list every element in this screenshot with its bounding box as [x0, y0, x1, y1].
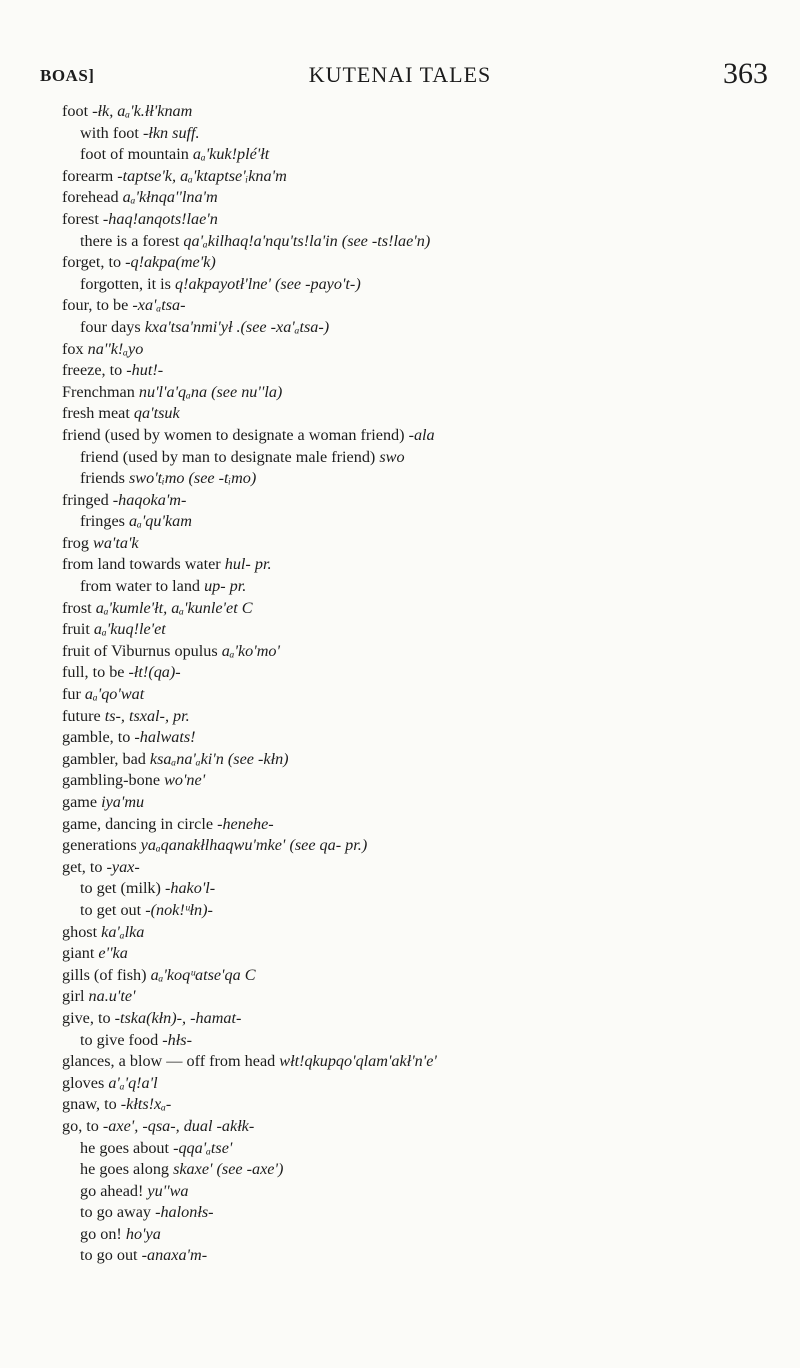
entry-gloss: forearm: [62, 166, 114, 185]
glossary-entry: [62, 1030, 782, 1052]
entry-kutenai: ts-, tsxal-, pr.: [104, 706, 190, 725]
glossary-entry: [62, 943, 782, 965]
entry-gloss: to give food: [80, 1030, 159, 1049]
entry-kutenai: wo'ne': [164, 771, 206, 790]
entry-gloss: fruit of Viburnus opulus: [62, 641, 218, 660]
entry-gloss: foot of mountain: [80, 145, 189, 164]
entry-kutenai: -(nok!ᵘłn)-: [145, 900, 213, 919]
entry-kutenai: włt!qkupqo'qlam'akł'n'e': [279, 1052, 437, 1071]
entry-gloss: gamble, to: [62, 728, 131, 747]
glossary-entry: [62, 922, 782, 944]
entry-kutenai: aₐ'qu'kam: [129, 512, 192, 531]
glossary-entry: [62, 468, 782, 490]
entry-gloss: fur: [62, 685, 81, 704]
glossary-entry: [62, 511, 782, 533]
entry-kutenai: aₐ'kłnqa''lna'm: [122, 188, 218, 207]
entry-gloss: gloves: [62, 1073, 105, 1092]
entry-kutenai: qa'ₐkilhaq!a'nqu'ts!la'in (see -ts!lae'n): [183, 231, 431, 250]
entry-kutenai: yaₐqanakłlhaqwu'mke' (see qa- pr.): [140, 836, 368, 855]
entry-gloss: glances, a blow — off from head: [62, 1052, 276, 1071]
entry-gloss: give, to: [62, 1008, 111, 1027]
entry-gloss: game: [62, 793, 98, 811]
entry-gloss: forest: [62, 209, 99, 228]
glossary-entry: [62, 576, 782, 598]
glossary-entry: [62, 770, 782, 792]
entry-kutenai: -tska(kłn)-, -hamat-: [114, 1008, 242, 1027]
glossary-entry: [62, 1008, 782, 1030]
glossary-entry: [62, 123, 782, 145]
entry-gloss: forget, to: [62, 253, 122, 272]
entry-gloss: generations: [62, 836, 137, 855]
entry-kutenai: -haqoka'm-: [112, 490, 187, 509]
glossary-entry: [62, 878, 782, 900]
entry-gloss: fringed: [62, 490, 109, 509]
entry-kutenai: -łkn suff.: [142, 123, 200, 142]
entry-gloss: gills (of fish): [62, 965, 147, 984]
glossary-entry: [62, 187, 782, 209]
glossary-entry: [62, 727, 782, 749]
entry-gloss: go ahead!: [80, 1181, 144, 1200]
page-header: [0, 0, 800, 110]
entry-kutenai: -ala: [408, 425, 435, 444]
entry-gloss: from water to land: [80, 577, 201, 596]
entry-kutenai: swo'tᵢmo (see -tᵢmo): [129, 469, 257, 488]
entry-gloss: game, dancing in circle: [62, 814, 214, 833]
glossary-entry: [62, 360, 782, 382]
entry-gloss: to get (milk): [80, 879, 161, 898]
entry-gloss: forehead: [62, 188, 119, 207]
running-head-title: KUTENAI TALES: [308, 62, 492, 87]
entry-gloss: go, to: [62, 1116, 99, 1135]
glossary-entry: [62, 1116, 782, 1138]
entry-kutenai: na.u'te': [88, 987, 136, 1006]
glossary-entry: [62, 1224, 782, 1246]
glossary-entry: [62, 965, 782, 987]
entry-kutenai: aₐ'ko'mo': [221, 641, 280, 660]
entry-kutenai: nu'l'a'qₐna (see nu''la): [138, 382, 283, 401]
entry-gloss: foot: [62, 102, 89, 120]
glossary-entry: [62, 382, 782, 404]
entry-kutenai: -hłs-: [162, 1030, 192, 1049]
entry-kutenai: -anaxa'm-: [141, 1246, 208, 1265]
glossary-entry: [62, 986, 782, 1008]
entry-gloss: giant: [62, 944, 95, 963]
entry-kutenai: up- pr.: [204, 577, 247, 596]
entry-kutenai: -halwats!: [134, 728, 196, 747]
glossary-entry: [62, 274, 782, 296]
entry-kutenai: -halonłs-: [155, 1203, 214, 1222]
entry-gloss: fox: [62, 339, 84, 358]
glossary-entry: [62, 144, 782, 166]
entry-kutenai: -q!akpa(me'k): [125, 253, 216, 272]
entry-gloss: gambling-bone: [62, 771, 161, 790]
entry-kutenai: -taptse'k, aₐ'ktaptse'ᵢkna'm: [117, 166, 287, 185]
entry-gloss: freeze, to: [62, 361, 123, 380]
entry-kutenai: -qqa'ₐtse': [173, 1138, 233, 1157]
entry-gloss: four days: [80, 317, 141, 336]
glossary-entry: [62, 209, 782, 231]
entry-kutenai: hul- pr.: [224, 555, 272, 574]
glossary-entries: [62, 101, 782, 1267]
glossary-entry: [62, 166, 782, 188]
glossary-entry: [62, 1202, 782, 1224]
glossary-entry: [62, 706, 782, 728]
entry-kutenai: -axe', -qsa-, dual -akłk-: [102, 1116, 255, 1135]
glossary-entry: [62, 619, 782, 641]
glossary-entry: [62, 662, 782, 684]
glossary-entry: [62, 447, 782, 469]
glossary-entry: [62, 749, 782, 771]
entry-kutenai: -hut!-: [126, 361, 164, 380]
entry-gloss: go on!: [80, 1224, 122, 1243]
entry-kutenai: aₐ'kuq!le'et: [93, 620, 166, 639]
entry-kutenai: e''ka: [98, 944, 128, 963]
entry-kutenai: wa'ta'k: [93, 533, 139, 552]
glossary-entry: [62, 1051, 782, 1073]
entry-kutenai: -łk, aₐ'k.łł'knam: [92, 102, 193, 120]
entry-kutenai: aₐ'kumle'łt, aₐ'kunle'et C: [95, 598, 253, 617]
entry-gloss: friend (used by man to designate male friend): [80, 447, 376, 466]
entry-gloss: fresh meat: [62, 404, 130, 423]
entry-gloss: Frenchman: [62, 382, 135, 401]
entry-gloss: frog: [62, 533, 89, 552]
glossary-entry: [62, 900, 782, 922]
entry-kutenai: -haq!anqots!lae'n: [102, 209, 218, 228]
entry-gloss: to go away: [80, 1203, 152, 1222]
entry-kutenai: qa'tsuk: [133, 404, 180, 423]
entry-kutenai: na''k!ₐyo: [87, 339, 144, 358]
glossary-entry: [62, 425, 782, 447]
entry-kutenai: aₐ'koqᵘatse'qa C: [150, 965, 256, 984]
entry-gloss: from land towards water: [62, 555, 221, 574]
entry-gloss: friends: [80, 469, 125, 488]
entry-gloss: ghost: [62, 922, 98, 941]
entry-gloss: full, to be: [62, 663, 125, 682]
entry-kutenai: q!akpayotł'lne' (see -payo't-): [175, 274, 361, 293]
glossary-entry: [62, 598, 782, 620]
glossary-entry: [62, 1094, 782, 1116]
entry-kutenai: yu''wa: [147, 1181, 189, 1200]
entry-gloss: to go out: [80, 1246, 138, 1265]
entry-kutenai: -kłts!xₐ-: [120, 1095, 172, 1114]
entry-kutenai: ka'ₐlka: [101, 922, 145, 941]
entry-kutenai: swo: [379, 447, 405, 466]
glossary-entry: [62, 101, 782, 123]
entry-gloss: forgotten, it is: [80, 274, 171, 293]
entry-gloss: girl: [62, 987, 85, 1006]
entry-kutenai: -łt!(qa)-: [128, 663, 181, 682]
entry-gloss: gnaw, to: [62, 1095, 117, 1114]
entry-kutenai: a'ₐ'q!a'l: [108, 1073, 158, 1092]
glossary-entry: [62, 231, 782, 253]
entry-kutenai: -xa'ₐtsa-: [132, 296, 186, 315]
entry-kutenai: skaxe' (see -axe'): [173, 1160, 284, 1179]
running-head-author: BOAS]: [40, 66, 95, 85]
entry-gloss: he goes about: [80, 1138, 170, 1157]
entry-kutenai: ksaₐna'ₐki'n (see -kłn): [149, 749, 289, 768]
glossary-entry: [62, 533, 782, 555]
entry-kutenai: aₐ'qo'wat: [84, 685, 145, 704]
entry-gloss: with foot: [80, 123, 139, 142]
glossary-entry: [62, 1073, 782, 1095]
glossary-entry: [62, 684, 782, 706]
glossary-entry: [62, 1159, 782, 1181]
entry-gloss: gambler, bad: [62, 749, 146, 768]
glossary-entry: [62, 339, 782, 361]
entry-kutenai: iya'mu: [101, 793, 145, 811]
glossary-entry: [62, 295, 782, 317]
entry-gloss: fruit: [62, 620, 90, 639]
entry-gloss: get, to: [62, 857, 103, 876]
glossary-entry: [62, 403, 782, 425]
entry-kutenai: aₐ'kuk!plé'łt: [192, 145, 270, 164]
entry-gloss: friend (used by women to designate a woman friend): [62, 425, 405, 444]
glossary-entry: [62, 1245, 782, 1267]
glossary-entry: [62, 1181, 782, 1203]
glossary-entry: [62, 252, 782, 274]
entry-gloss: to get out: [80, 900, 142, 919]
glossary-entry: [62, 835, 782, 857]
glossary-entry: [62, 1138, 782, 1160]
glossary-entry: [62, 317, 782, 339]
entry-gloss: he goes along: [80, 1160, 170, 1179]
glossary-entry: [62, 814, 782, 836]
glossary-entry: [62, 641, 782, 663]
glossary-entry: [62, 857, 782, 879]
entry-gloss: four, to be: [62, 296, 129, 315]
entry-kutenai: -henehe-: [217, 814, 274, 833]
glossary-entry: [62, 554, 782, 576]
entry-kutenai: kxa'tsa'nmi'ył .(see -xa'ₐtsa-): [144, 317, 330, 336]
page-number: 363: [723, 57, 768, 90]
entry-gloss: there is a forest: [80, 231, 180, 250]
entry-gloss: fringes: [80, 512, 125, 531]
entry-gloss: future: [62, 706, 101, 725]
glossary-entry: [62, 792, 782, 814]
glossary-entry: [62, 490, 782, 512]
entry-kutenai: -hako'l-: [164, 879, 216, 898]
entry-kutenai: -yax-: [106, 857, 140, 876]
entry-kutenai: ho'ya: [125, 1224, 161, 1243]
entry-gloss: frost: [62, 598, 92, 617]
